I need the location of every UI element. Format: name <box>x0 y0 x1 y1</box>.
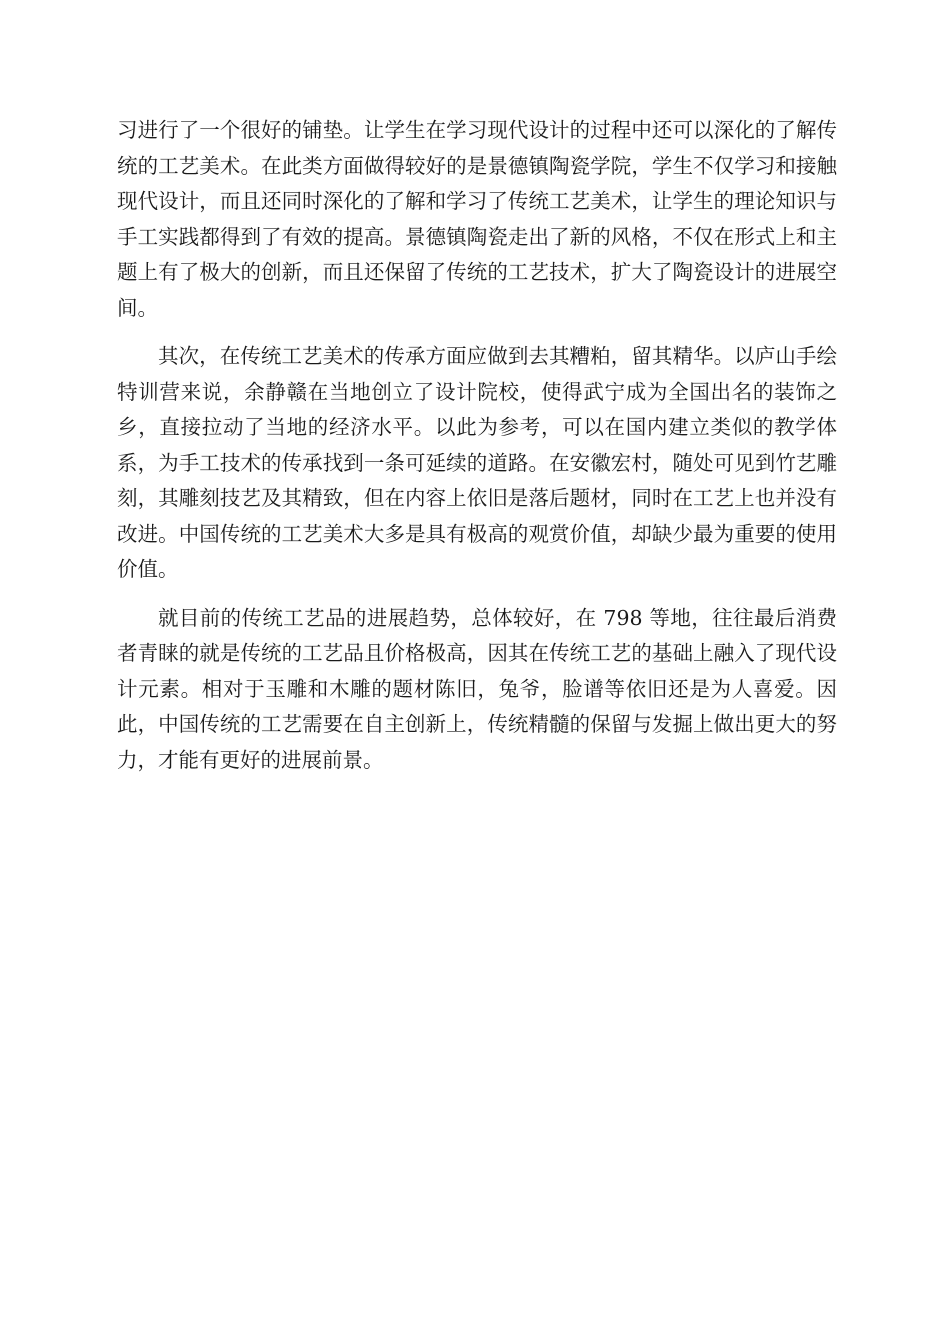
paragraph-3: 就目前的传统工艺品的进展趋势，总体较好，在 798 等地，往往最后消费者青睐的就是传统的工艺品且价格极高，因其在传统工艺的基础上融入了现代设计元素。相对于玉雕和木雕的题材陈旧，兔爷，脸谱等依旧还是为人喜爱。因此，中国传统的工艺需要在自主创新上，传统精髓的保留与发掘上做出更大的努力，才能有更好的进展前景。 <box>117 605 837 772</box>
paragraph-2: 其次，在传统工艺美术的传承方面应做到去其糟粕，留其精华。以庐山手绘特训营来说，余静赣在当地创立了设计院校，使得武宁成为全国出名的装饰之乡，直接拉动了当地的经济水平。以此为参考，可以在国内建立类似的教学体系，为手工技术的传承找到一条可延续的道路。在安徽宏村，随处可见到竹艺雕刻，其雕刻技艺及其精致，但在内容上依旧是落后题材，同时在工艺上也并没有改进。中国传统的工艺美术大多是具有极高的观赏价值，却缺少最为重要的使用价值。 <box>117 344 837 581</box>
paragraph-1: 习进行了一个很好的铺垫。让学生在学习现代设计的过程中还可以深化的了解传统的工艺美术。在此类方面做得较好的是景德镇陶瓷学院，学生不仅学习和接触现代设计，而且还同时深化的了解和学习了传统工艺美术，让学生的理论知识与手工实践都得到了有效的提高。景德镇陶瓷走出了新的风格，不仅在形式上和主题上有了极大的创新，而且还保留了传统的工艺技术，扩大了陶瓷设计的进展空间。 <box>117 118 837 320</box>
document-body <box>117 113 837 778</box>
